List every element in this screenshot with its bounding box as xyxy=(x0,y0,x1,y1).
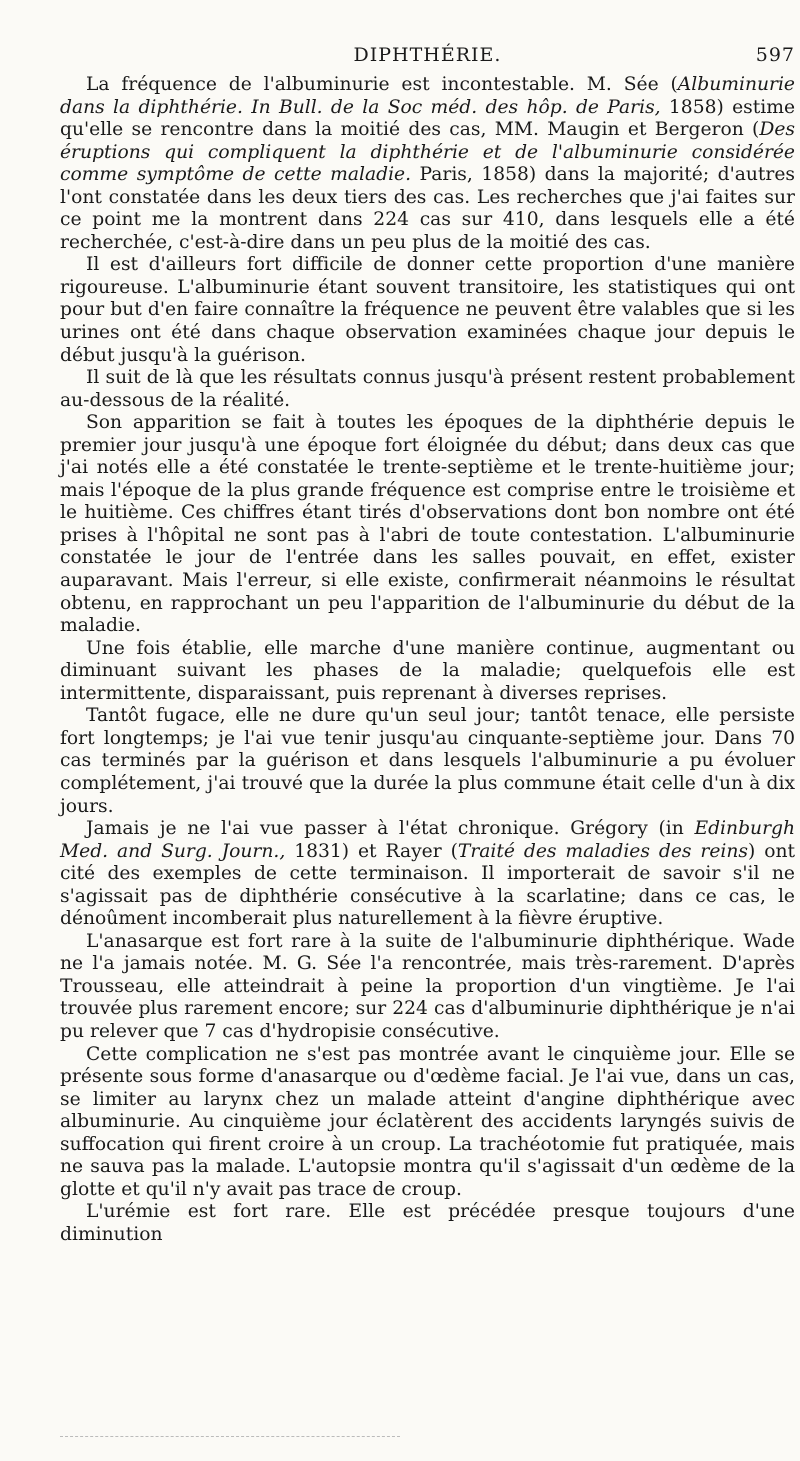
paragraph: Une fois établie, elle marche d'une manière continue, augmentant ou diminuant suivant les phases de la maladie; quelquefois elle est intermittente, disparaissant, puis reprenant à diverses reprises. xyxy=(60,637,795,704)
footer-rule xyxy=(60,1436,400,1437)
paragraph: La fréquence de l'albuminurie est incontestable. M. Sée (Albuminurie dans la diphthérie. In Bull. de la Soc méd. des hôp. de Paris, 1858) estime qu'elle se rencontre dans la moitié des cas, MM. Maugin et Bergeron (Des éruptions qui compliquent la diphthérie et de l'albuminurie considérée comme symptôme de cette maladie. Paris, 1858) dans la majorité; d'autres l'ont constatée dans les deux tiers des cas. Les recherches que j'ai faites sur ce point me la montrent dans 224 cas sur 410, dans lesquels elle a été recherchée, c'est-à-dire dans un peu plus de la moitié des cas. xyxy=(60,74,795,253)
body-text xyxy=(60,74,795,1246)
running-title: DIPHTHÉRIE. xyxy=(353,44,502,66)
paragraph: L'anasarque est fort rare à la suite de l'albuminurie diphthérique. Wade ne l'a jamais notée. M. G. Sée l'a rencontrée, mais très-rarement. D'après Trousseau, elle atteindrait à peine la proportion d'un vingtième. Je l'ai trouvée plus rarement encore; sur 224 cas d'albuminurie diphthérique je n'ai pu relever que 7 cas d'hydropisie consécutive. xyxy=(60,930,795,1042)
paragraph: Tantôt fugace, elle ne dure qu'un seul jour; tantôt tenace, elle persiste fort longtemps; je l'ai vue tenir jusqu'au cinquante-septième jour. Dans 70 cas terminés par la guérison et dans lesquels l'albuminurie a pu évoluer complétement, j'ai trouvé que la durée la plus commune était celle d'un à dix jours. xyxy=(60,705,795,817)
paragraph: Il est d'ailleurs fort difficile de donner cette proportion d'une manière rigoureuse. L'albuminurie étant souvent transitoire, les statistiques qui ont pour but d'en faire connaître la fréquence ne peuvent être valables que si les urines ont été dans chaque observation examinées chaque jour depuis le début jusqu'à la guérison. xyxy=(60,254,795,366)
paragraph: L'urémie est fort rare. Elle est précédée presque toujours d'une diminution xyxy=(60,1201,795,1245)
running-header xyxy=(60,44,795,72)
paragraph: Son apparition se fait à toutes les époques de la diphthérie depuis le premier jour jusqu'à une époque fort éloignée du début; dans deux cas que j'ai notés elle a été constatée le trente-septième et le trente-huitième jour; mais l'époque de la plus grande fréquence est comprise entre le troisième et le huitième. Ces chiffres étant tirés d'observations dont bon nombre ont été prises à l'hôpital ne sont pas à l'abri de toute contestation. L'albuminurie constatée le jour de l'entrée dans les salles pouvait, en effet, exister auparavant. Mais l'erreur, si elle existe, confirmerait néanmoins le résultat obtenu, en rapprochant un peu l'apparition de l'albuminurie du début de la maladie. xyxy=(60,412,795,637)
paragraph: Cette complication ne s'est pas montrée avant le cinquième jour. Elle se présente sous forme d'anasarque ou d'œdème facial. Je l'ai vue, dans un cas, se limiter au larynx chez un malade atteint d'angine diphthérique avec albuminurie. Au cinquième jour éclatèrent des accidents laryngés suivis de suffocation qui firent croire à un croup. La trachéotomie fut pratiquée, mais ne sauva pas la malade. L'autopsie montra qu'il s'agissait d'un œdème de la glotte et qu'il n'y avait pas trace de croup. xyxy=(60,1043,795,1200)
paragraph: Il suit de là que les résultats connus jusqu'à présent restent probablement au-dessous de la réalité. xyxy=(60,367,795,411)
paragraph: Jamais je ne l'ai vue passer à l'état chronique. Grégory (in Edinburgh Med. and Surg. Journ., 1831) et Rayer (Traité des maladies des reins) ont cité des exemples de cette terminaison. Il importerait de savoir s'il ne s'agissait pas de diphthérie consécutive à la scarlatine; dans ce cas, le dénoûment incomberait plus naturellement à la fièvre éruptive. xyxy=(60,818,796,930)
page-number: 597 xyxy=(755,44,795,66)
